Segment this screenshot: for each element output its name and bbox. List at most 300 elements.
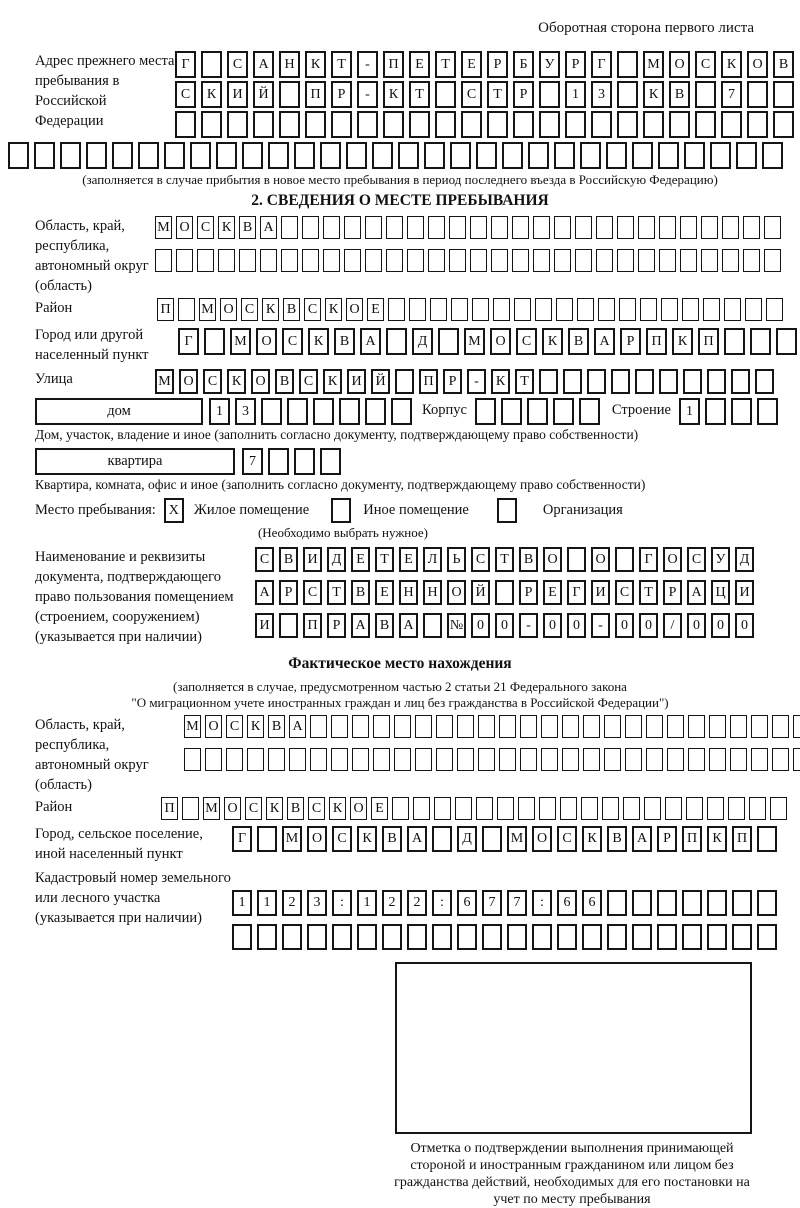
char-cell[interactable] [307,924,327,950]
char-cell[interactable]: Й [471,580,490,605]
char-cell[interactable]: 0 [567,613,586,638]
char-cell[interactable] [281,249,298,272]
char-cell[interactable] [701,249,718,272]
char-cell[interactable]: - [467,369,486,394]
char-cell[interactable]: И [735,580,754,605]
char-cell[interactable]: Е [409,51,430,78]
char-cell[interactable] [757,890,777,916]
char-cell[interactable] [227,111,248,138]
char-cell[interactable] [482,924,502,950]
char-cell[interactable] [470,249,487,272]
char-cell[interactable] [528,142,549,169]
char-cell[interactable] [331,111,352,138]
char-cell[interactable] [607,924,627,950]
char-cell[interactable]: С [615,580,634,605]
char-cell[interactable] [617,81,638,108]
char-cell[interactable] [615,547,634,572]
char-cell[interactable] [260,249,277,272]
char-cell[interactable] [533,249,550,272]
char-cell[interactable] [409,111,430,138]
char-cell[interactable]: К [305,51,326,78]
char-cell[interactable]: М [203,797,220,820]
char-cell[interactable] [638,249,655,272]
char-cell[interactable]: 2 [382,890,402,916]
char-cell[interactable]: Т [435,51,456,78]
char-cell[interactable] [391,398,412,425]
char-cell[interactable]: М [282,826,302,852]
char-cell[interactable]: А [253,51,274,78]
char-cell[interactable]: П [419,369,438,394]
char-cell[interactable]: О [669,51,690,78]
char-cell[interactable] [190,142,211,169]
char-cell[interactable]: А [289,715,306,738]
char-cell[interactable]: К [262,298,279,321]
char-cell[interactable] [617,249,634,272]
char-cell[interactable]: О [224,797,241,820]
char-cell[interactable]: К [672,328,693,355]
char-cell[interactable]: Р [620,328,641,355]
char-cell[interactable] [205,748,222,771]
char-cell[interactable]: В [275,369,294,394]
char-cell[interactable] [313,398,334,425]
char-cell[interactable]: Е [371,797,388,820]
char-cell[interactable] [565,111,586,138]
char-cell[interactable]: И [591,580,610,605]
char-cell[interactable] [539,81,560,108]
char-cell[interactable]: Е [461,51,482,78]
char-cell[interactable] [684,142,705,169]
char-cell[interactable] [646,715,663,738]
char-cell[interactable]: Й [253,81,274,108]
char-cell[interactable]: П [698,328,719,355]
char-cell[interactable]: С [227,51,248,78]
char-cell[interactable] [764,216,781,239]
char-cell[interactable] [455,797,472,820]
char-cell[interactable] [591,111,612,138]
char-cell[interactable] [320,448,341,475]
char-cell[interactable] [776,328,797,355]
char-cell[interactable] [762,142,783,169]
char-cell[interactable]: А [594,328,615,355]
char-cell[interactable] [138,142,159,169]
char-cell[interactable]: П [732,826,752,852]
char-cell[interactable]: М [464,328,485,355]
char-cell[interactable] [344,249,361,272]
char-cell[interactable] [438,328,459,355]
char-cell[interactable]: Г [175,51,196,78]
char-cell[interactable] [617,51,638,78]
char-cell[interactable]: О [447,580,466,605]
char-cell[interactable] [750,328,771,355]
char-cell[interactable] [607,890,627,916]
char-cell[interactable]: А [399,613,418,638]
char-cell[interactable] [680,216,697,239]
char-cell[interactable] [602,797,619,820]
char-cell[interactable]: А [687,580,706,605]
char-cell[interactable] [197,249,214,272]
char-cell[interactable]: Г [639,547,658,572]
char-cell[interactable]: 0 [471,613,490,638]
char-cell[interactable]: Е [375,580,394,605]
char-cell[interactable] [86,142,107,169]
char-cell[interactable] [701,216,718,239]
char-cell[interactable] [541,715,558,738]
char-cell[interactable] [346,142,367,169]
char-cell[interactable] [352,715,369,738]
char-cell[interactable] [562,715,579,738]
char-cell[interactable] [386,216,403,239]
char-cell[interactable]: 0 [687,613,706,638]
char-cell[interactable]: К [218,216,235,239]
char-cell[interactable] [707,797,724,820]
char-cell[interactable]: М [643,51,664,78]
char-cell[interactable] [583,748,600,771]
char-cell[interactable] [772,715,789,738]
char-cell[interactable] [512,216,529,239]
char-cell[interactable] [470,216,487,239]
char-cell[interactable]: 7 [721,81,742,108]
char-cell[interactable] [279,613,298,638]
char-cell[interactable]: С [332,826,352,852]
char-cell[interactable]: Г [567,580,586,605]
char-cell[interactable]: П [303,613,322,638]
char-cell[interactable] [520,715,537,738]
char-cell[interactable] [331,748,348,771]
char-cell[interactable] [772,748,789,771]
char-cell[interactable] [461,111,482,138]
char-cell[interactable] [682,890,702,916]
char-cell[interactable] [253,111,274,138]
char-cell[interactable]: И [227,81,248,108]
char-cell[interactable] [239,249,256,272]
char-cell[interactable] [155,249,172,272]
char-cell[interactable] [619,298,636,321]
char-cell[interactable]: В [568,328,589,355]
char-cell[interactable]: Ц [711,580,730,605]
char-cell[interactable]: 0 [615,613,634,638]
char-cell[interactable]: Г [232,826,252,852]
char-cell[interactable] [332,924,352,950]
char-cell[interactable]: О [543,547,562,572]
char-cell[interactable]: У [711,547,730,572]
char-cell[interactable] [658,142,679,169]
char-cell[interactable] [532,924,552,950]
char-cell[interactable] [176,249,193,272]
char-cell[interactable] [710,142,731,169]
char-cell[interactable] [604,748,621,771]
char-cell[interactable]: Н [399,580,418,605]
char-cell[interactable]: П [383,51,404,78]
char-cell[interactable] [34,142,55,169]
char-cell[interactable]: С [687,547,706,572]
char-cell[interactable] [386,328,407,355]
char-cell[interactable] [682,298,699,321]
char-cell[interactable]: С [203,369,222,394]
char-cell[interactable] [457,748,474,771]
char-cell[interactable] [232,924,252,950]
char-cell[interactable] [457,715,474,738]
char-cell[interactable]: 7 [242,448,263,475]
char-cell[interactable] [747,111,768,138]
char-cell[interactable] [514,298,531,321]
char-cell[interactable] [261,398,282,425]
char-cell[interactable] [407,216,424,239]
char-cell[interactable] [287,398,308,425]
char-cell[interactable] [518,797,535,820]
char-cell[interactable] [773,111,794,138]
char-cell[interactable] [491,216,508,239]
char-cell[interactable] [428,216,445,239]
char-cell[interactable]: О [176,216,193,239]
char-cell[interactable] [707,369,726,394]
char-cell[interactable]: О [747,51,768,78]
char-cell[interactable]: Т [515,369,534,394]
char-cell[interactable] [482,826,502,852]
char-cell[interactable] [553,398,574,425]
char-cell[interactable] [435,81,456,108]
char-cell[interactable]: : [332,890,352,916]
char-cell[interactable]: Л [423,547,442,572]
char-cell[interactable]: - [591,613,610,638]
char-cell[interactable] [705,398,726,425]
char-cell[interactable] [201,111,222,138]
char-cell[interactable] [580,142,601,169]
char-cell[interactable] [623,797,640,820]
char-cell[interactable] [323,216,340,239]
char-cell[interactable] [695,111,716,138]
char-cell[interactable] [435,111,456,138]
char-cell[interactable]: С [226,715,243,738]
char-cell[interactable] [507,924,527,950]
char-cell[interactable] [709,715,726,738]
char-cell[interactable]: Н [423,580,442,605]
char-cell[interactable]: С [308,797,325,820]
char-cell[interactable] [365,216,382,239]
char-cell[interactable]: 6 [557,890,577,916]
char-cell[interactable] [226,748,243,771]
char-cell[interactable]: К [357,826,377,852]
char-cell[interactable]: К [707,826,727,852]
char-cell[interactable]: О [663,547,682,572]
char-cell[interactable] [643,111,664,138]
char-cell[interactable]: К [247,715,264,738]
char-cell[interactable]: 3 [591,81,612,108]
char-cell[interactable] [640,298,657,321]
char-cell[interactable]: С [557,826,577,852]
char-cell[interactable] [331,715,348,738]
char-cell[interactable]: В [375,613,394,638]
char-cell[interactable]: Е [543,580,562,605]
char-cell[interactable] [302,216,319,239]
char-cell[interactable] [450,142,471,169]
char-cell[interactable] [415,715,432,738]
char-cell[interactable] [606,142,627,169]
char-cell[interactable]: К [542,328,563,355]
char-cell[interactable] [669,111,690,138]
char-cell[interactable]: В [669,81,690,108]
char-cell[interactable]: В [287,797,304,820]
char-cell[interactable] [449,216,466,239]
char-cell[interactable]: 2 [282,890,302,916]
char-cell[interactable] [247,748,264,771]
char-cell[interactable]: П [646,328,667,355]
char-cell[interactable] [8,142,29,169]
char-cell[interactable] [635,369,654,394]
char-cell[interactable]: 7 [507,890,527,916]
char-cell[interactable] [476,797,493,820]
char-cell[interactable]: О [307,826,327,852]
char-cell[interactable]: М [507,826,527,852]
char-cell[interactable] [554,249,571,272]
char-cell[interactable] [383,111,404,138]
char-cell[interactable] [732,924,752,950]
char-cell[interactable] [583,715,600,738]
char-cell[interactable] [604,715,621,738]
char-cell[interactable]: Д [412,328,433,355]
char-cell[interactable]: А [351,613,370,638]
char-cell[interactable]: Д [327,547,346,572]
char-cell[interactable]: А [407,826,427,852]
char-cell[interactable] [178,298,195,321]
char-cell[interactable] [724,298,741,321]
char-cell[interactable] [757,826,777,852]
char-cell[interactable] [242,142,263,169]
char-cell[interactable] [686,797,703,820]
char-cell[interactable] [279,81,300,108]
char-cell[interactable] [764,249,781,272]
char-cell[interactable] [617,216,634,239]
char-cell[interactable] [632,142,653,169]
char-cell[interactable]: В [351,580,370,605]
char-cell[interactable]: С [245,797,262,820]
char-cell[interactable]: 3 [307,890,327,916]
char-cell[interactable] [683,369,702,394]
char-cell[interactable] [344,216,361,239]
char-cell[interactable] [695,81,716,108]
char-cell[interactable]: С [197,216,214,239]
char-cell[interactable]: В [773,51,794,78]
char-cell[interactable] [436,715,453,738]
char-cell[interactable] [394,748,411,771]
char-cell[interactable] [657,924,677,950]
char-cell[interactable]: К [329,797,346,820]
char-cell[interactable]: С [241,298,258,321]
char-cell[interactable] [164,142,185,169]
char-cell[interactable]: Г [591,51,612,78]
char-cell[interactable] [747,81,768,108]
char-cell[interactable]: Р [513,81,534,108]
char-cell[interactable] [204,328,225,355]
char-cell[interactable] [413,797,430,820]
char-cell[interactable] [667,715,684,738]
char-cell[interactable]: Т [327,580,346,605]
char-cell[interactable] [279,111,300,138]
char-cell[interactable] [365,249,382,272]
char-cell[interactable] [184,748,201,771]
char-cell[interactable] [625,748,642,771]
char-cell[interactable]: П [157,298,174,321]
char-cell[interactable]: Т [375,547,394,572]
char-cell[interactable] [539,797,556,820]
char-cell[interactable]: Т [409,81,430,108]
char-cell[interactable] [575,249,592,272]
char-cell[interactable] [575,216,592,239]
char-cell[interactable] [432,924,452,950]
char-cell[interactable] [434,797,451,820]
char-cell[interactable] [320,142,341,169]
char-cell[interactable] [216,142,237,169]
char-cell[interactable]: / [663,613,682,638]
char-cell[interactable] [682,924,702,950]
char-cell[interactable] [539,369,558,394]
char-cell[interactable]: 1 [257,890,277,916]
char-cell[interactable] [497,797,514,820]
char-cell[interactable] [527,398,548,425]
char-cell[interactable] [476,142,497,169]
char-cell[interactable]: 2 [407,890,427,916]
char-cell[interactable]: - [357,51,378,78]
char-cell[interactable] [310,715,327,738]
char-cell[interactable]: Е [367,298,384,321]
char-cell[interactable] [310,748,327,771]
char-cell[interactable] [731,369,750,394]
char-cell[interactable] [268,448,289,475]
char-cell[interactable] [598,298,615,321]
char-cell[interactable]: О [591,547,610,572]
char-cell[interactable]: С [255,547,274,572]
char-cell[interactable]: О [532,826,552,852]
char-cell[interactable]: О [346,298,363,321]
char-cell[interactable] [757,924,777,950]
char-cell[interactable] [218,249,235,272]
char-cell[interactable] [409,298,426,321]
char-cell[interactable]: - [357,81,378,108]
char-cell[interactable]: 1 [565,81,586,108]
char-cell[interactable]: : [532,890,552,916]
char-cell[interactable] [757,398,778,425]
char-cell[interactable] [407,924,427,950]
char-cell[interactable]: М [155,216,172,239]
char-cell[interactable] [688,748,705,771]
char-cell[interactable] [567,547,586,572]
char-cell[interactable]: С [304,298,321,321]
char-cell[interactable] [182,797,199,820]
char-cell[interactable]: В [283,298,300,321]
char-cell[interactable] [743,249,760,272]
char-cell[interactable]: В [279,547,298,572]
char-cell[interactable]: 1 [679,398,700,425]
char-cell[interactable] [632,890,652,916]
char-cell[interactable] [175,111,196,138]
char-cell[interactable]: В [334,328,355,355]
char-cell[interactable] [632,924,652,950]
char-cell[interactable] [475,398,496,425]
char-cell[interactable] [707,890,727,916]
char-cell[interactable] [730,748,747,771]
char-cell[interactable] [365,398,386,425]
char-cell[interactable] [388,298,405,321]
char-cell[interactable]: Б [513,51,534,78]
char-cell[interactable]: 0 [735,613,754,638]
char-cell[interactable]: Д [735,547,754,572]
char-cell[interactable]: Т [495,547,514,572]
char-cell[interactable]: И [303,547,322,572]
char-cell[interactable] [577,298,594,321]
char-cell[interactable] [281,216,298,239]
char-cell[interactable] [535,298,552,321]
char-cell[interactable]: Г [178,328,199,355]
char-cell[interactable] [581,797,598,820]
